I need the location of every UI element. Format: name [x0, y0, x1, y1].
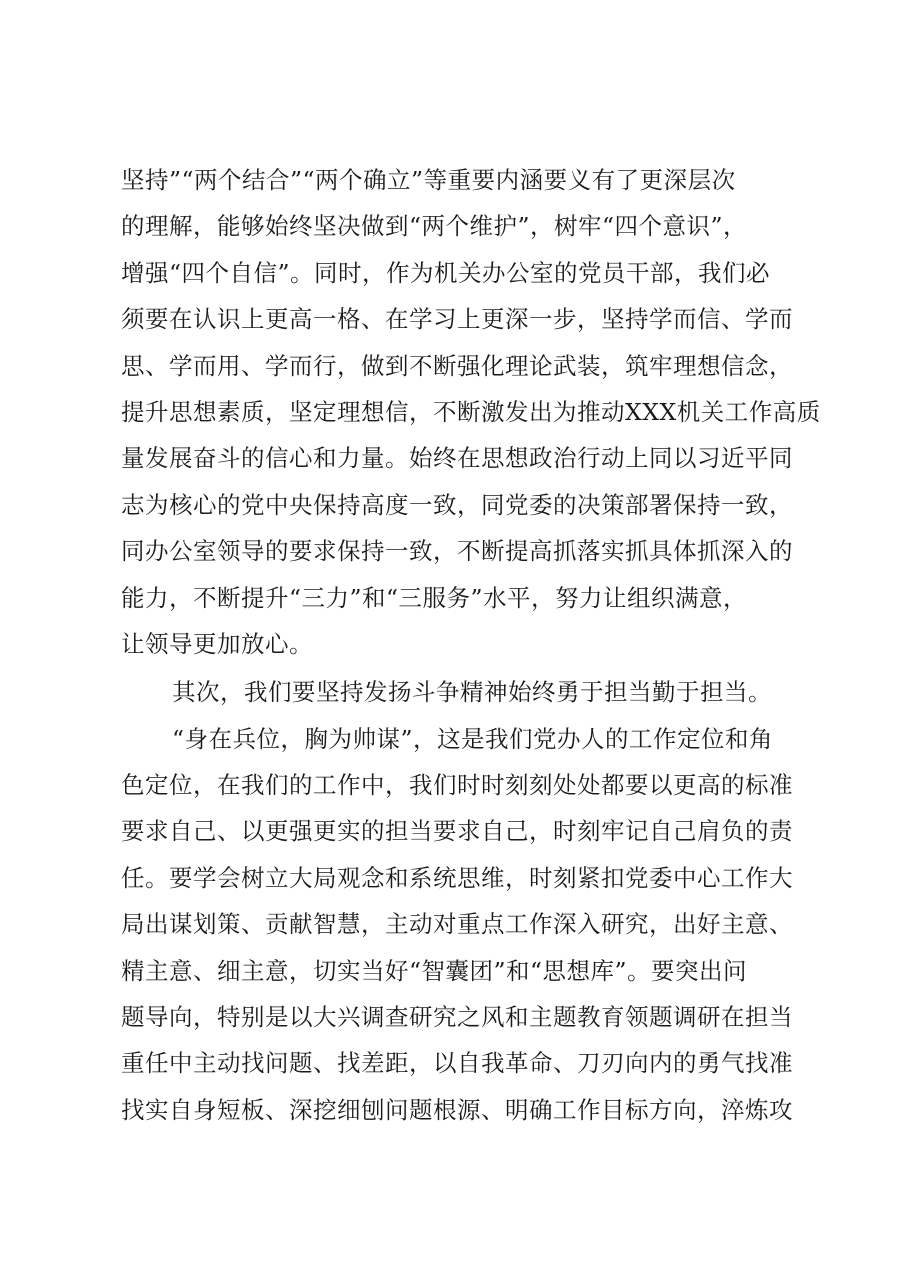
text-line: 的理解，能够始终坚决做到“两个维护”，树牢“四个意识”， [121, 212, 748, 241]
paragraph [121, 716, 821, 1134]
text-line: 重任中主动找问题、找差距，以自我革命、刀刃向内的勇气找准 [121, 1049, 793, 1078]
text-line: 要求自己、以更强更实的担当要求自己，时刻牢记自己肩负的责 [121, 817, 793, 846]
text-line: “身在兵位，胸为帅谋”，这是我们党办人的工作定位和角 [172, 724, 774, 753]
text-line: 须要在认识上更高一格、在学习上更深一步，坚持学而信、学而 [121, 305, 793, 334]
text-line: 色定位，在我们的工作中，我们时时刻刻处处都要以更高的标准 [121, 771, 793, 800]
text-line: 局出谋划策、贡献智慧，主动对重点工作深入研究，出好主意、 [121, 910, 793, 939]
paragraph [121, 157, 821, 667]
text-line: 思、学而用、学而行，做到不断强化理论武装，筑牢理想信念， [121, 351, 793, 380]
text-line: 任。要学会树立大局观念和系统思维，时刻紧扣党委中心工作大 [121, 863, 793, 892]
section-heading-line: 其次，我们要坚持发扬斗争精神始终勇于担当勤于担当。 [172, 678, 772, 707]
text-line: 同办公室领导的要求保持一致，不断提高抓落实抓具体抓深入的 [121, 537, 793, 566]
text-line: 精主意、细主意，切实当好“智囊团”和“思想库”。要突出问 [121, 956, 748, 985]
text-line: 志为核心的党中央保持高度一致，同党委的决策部署保持一致， [121, 490, 793, 519]
paragraph [121, 669, 821, 715]
text-line: 题导向，特别是以大兴调查研究之风和主题教育领题调研在担当 [121, 1003, 793, 1032]
text-line: 提升思想素质，坚定理想信，不断激发出为推动XXX机关工作高质 [121, 397, 821, 426]
document-body [121, 157, 821, 1133]
text-line: 能力，不断提升“三力”和“三服务”水平，努力让组织满意， [121, 583, 748, 612]
text-line: 量发展奋斗的信心和力量。始终在思想政治行动上同以习近平同 [121, 444, 793, 473]
text-line: 让领导更加放心。 [121, 629, 313, 658]
text-line: 坚持”“两个结合”“两个确立”等重要内涵要义有了更深层次 [121, 166, 736, 194]
text-line: 增强“四个自信”。同时，作为机关办公室的党员干部，我们必 [121, 258, 771, 287]
text-line: 找实自身短板、深挖细刨问题根源、明确工作目标方向，淬炼攻 [121, 1095, 793, 1124]
